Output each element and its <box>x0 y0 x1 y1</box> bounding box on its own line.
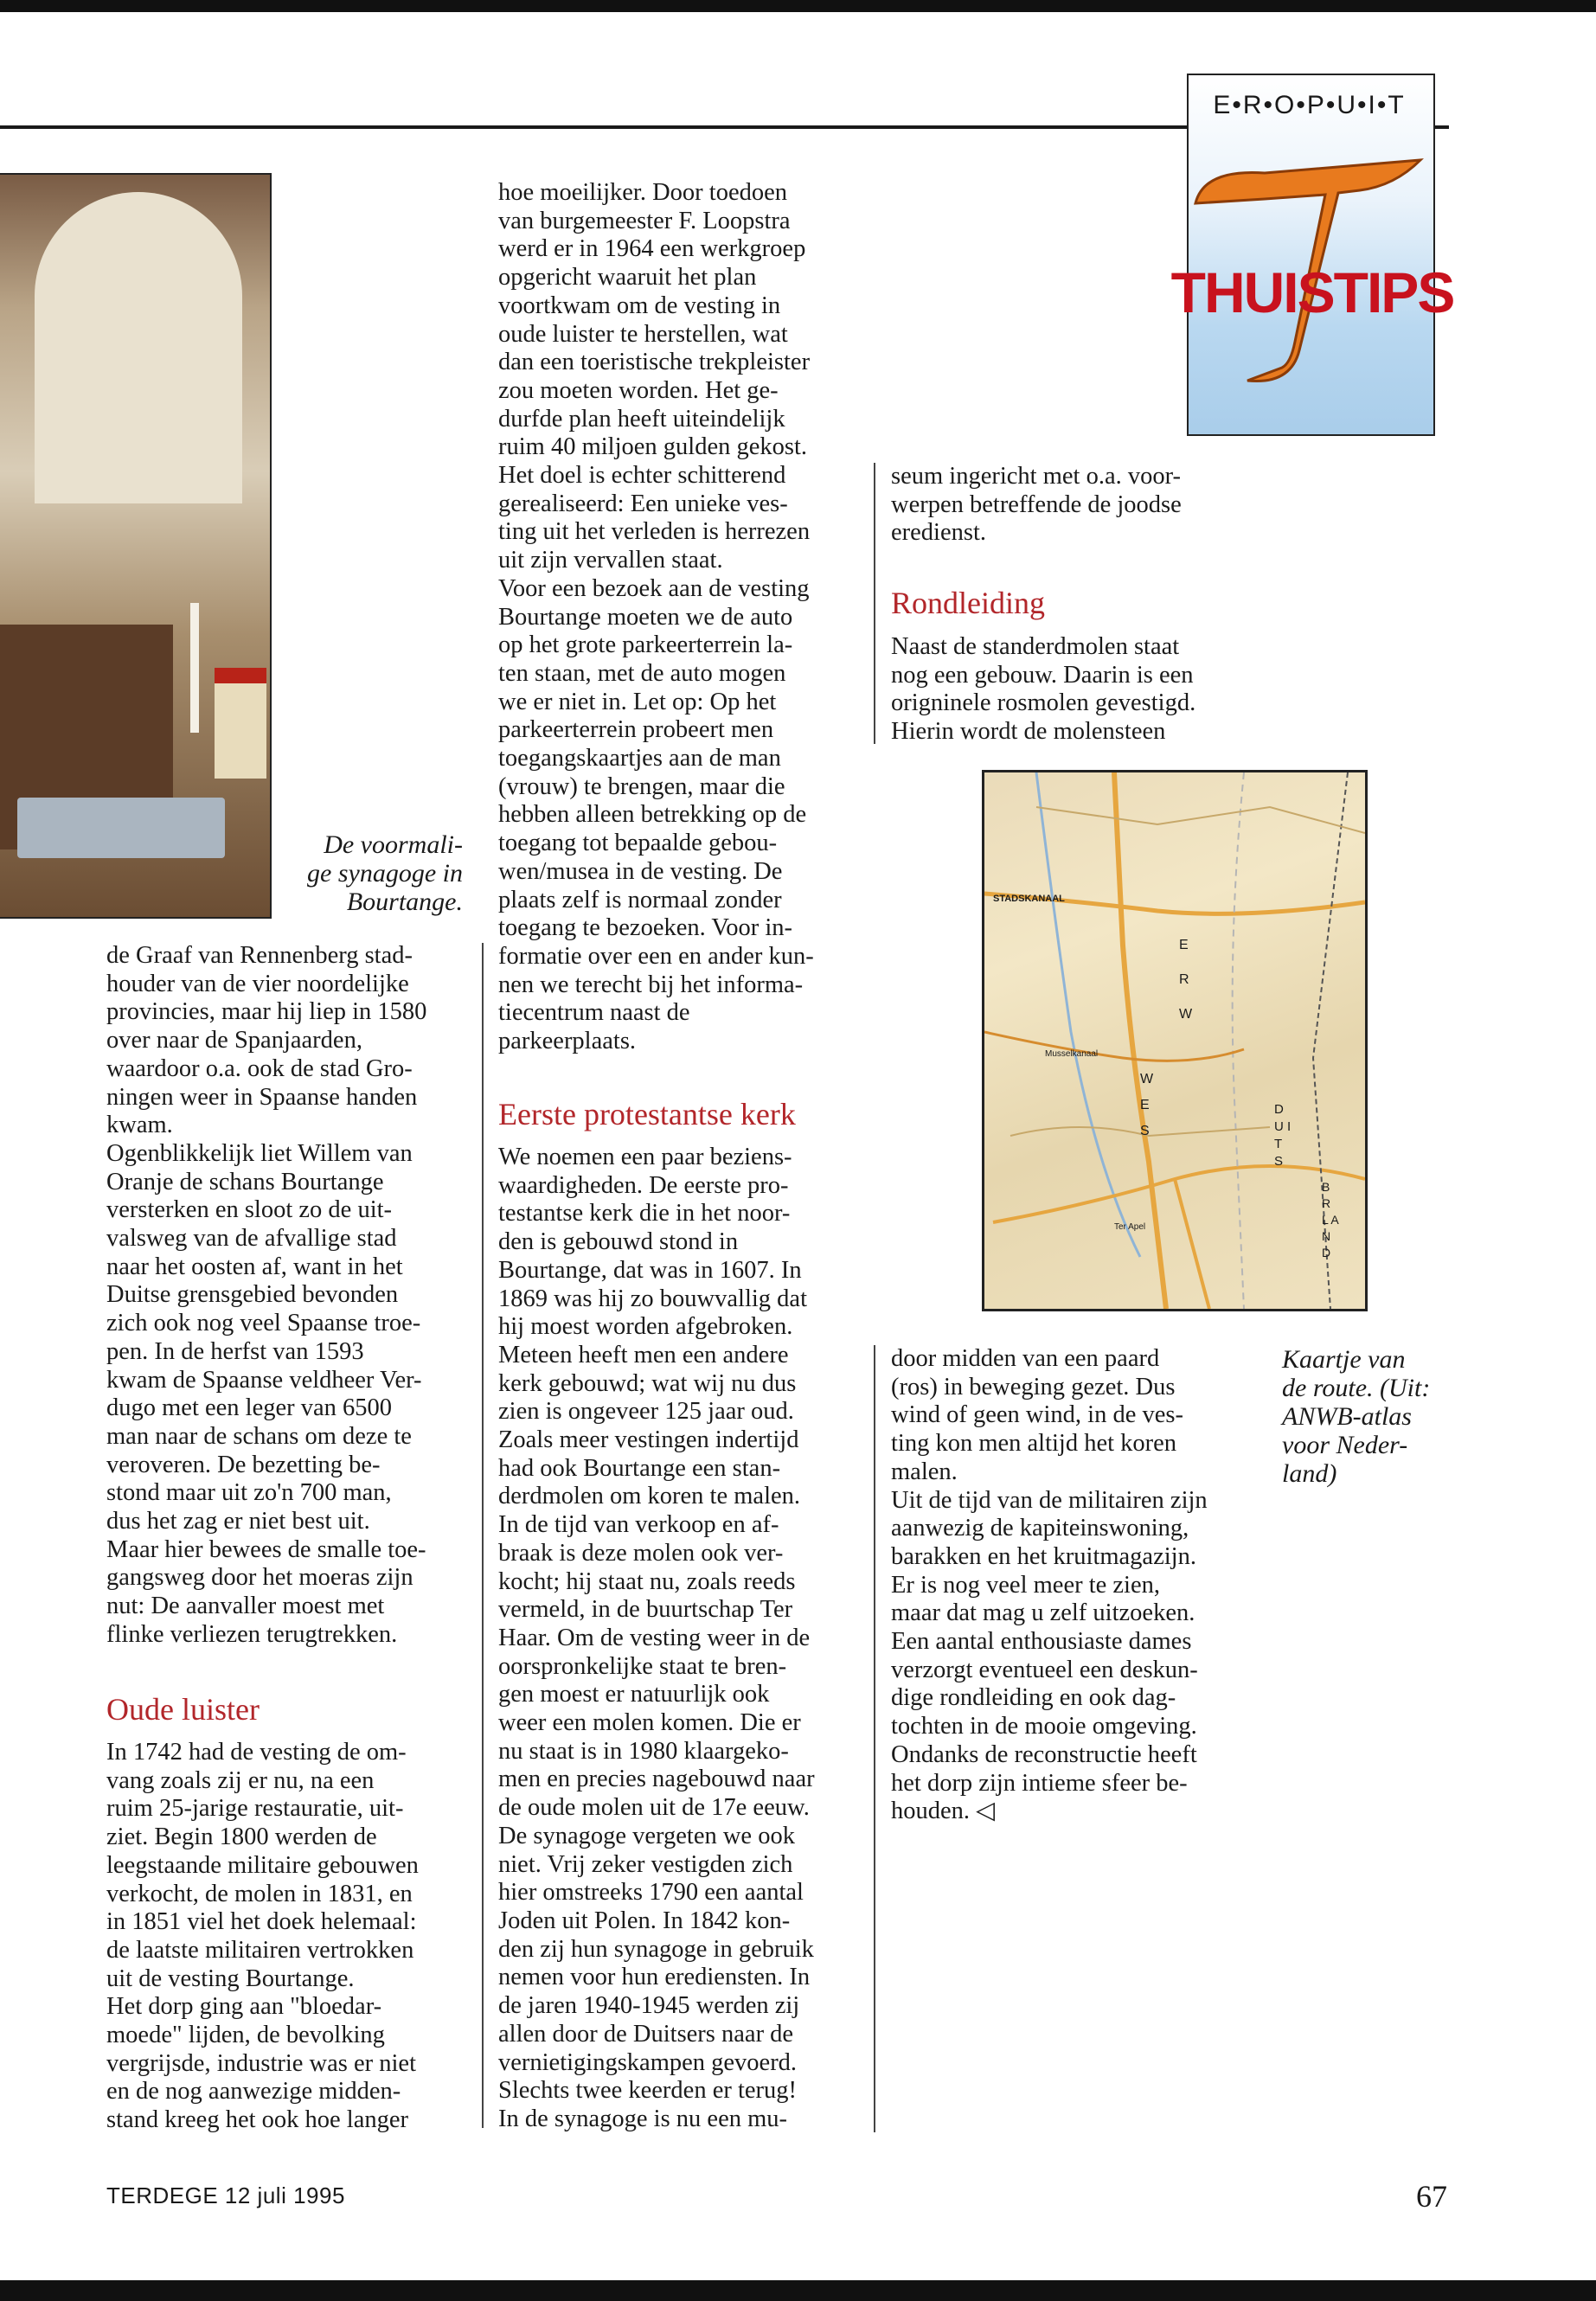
heading-eerste-protestantse-kerk: Eerste protestantse kerk <box>498 1097 796 1131</box>
column-3-text-2: Naast de standerdmolen staat nog een gebouw. Daarin is een origninele rosmolen gevestigd. Hierin wordt de molensteen <box>891 633 1196 746</box>
page-number: 67 <box>1416 2179 1447 2214</box>
map-label-stadskanaal: STADSKANAAL <box>993 894 1065 904</box>
column-3-text: seum ingericht met o.a. voor- werpen betreffende de joodse eredienst. <box>891 463 1182 547</box>
map-label-land: B R L A N D <box>1322 1180 1338 1259</box>
series-label: E•R•O•P•U•I•T <box>1213 91 1406 119</box>
synagogue-photo <box>0 173 272 919</box>
column-divider-2 <box>874 463 875 744</box>
column-3-text-3: door midden van een paard (ros) in beweging gezet. Dus wind of geen wind, in de ves- ting kon men altijd het koren malen. Uit de tijd van de militairen zijn aanwezig de kapiteinswoning, barakken en het kruitmagazijn. Er is nog veel meer te zien, maar dat mag u zelf uitzoeken. Een aantal enthousiaste dames verzorgt eventueel een deskun- dige rondleiding en ook dag- tochten in de mooie omgeving. Ondanks de reconstructie heeft het dorp zijn intieme sfeer be- houden. ◁ <box>891 1345 1208 1825</box>
logo-wordmark: THUISTIPS <box>1170 260 1454 324</box>
map-label-duits: D U I T S <box>1274 1102 1295 1169</box>
map-label-erw: E R W <box>1179 938 1194 1022</box>
map-roads <box>984 772 1365 1309</box>
footer-publication: TERDEGE 12 juli 1995 <box>106 2182 345 2208</box>
bottom-border <box>0 2280 1596 2301</box>
heading-oude-luister: Oude luister <box>106 1692 260 1727</box>
map-caption: Kaartje van de route. (Uit: ANWB-atlas voor Neder- land) <box>1282 1345 1431 1488</box>
column-divider-3 <box>874 1345 875 2132</box>
column-1-text: de Graaf van Rennenberg stad- houder van de vier noordelijke provincies, maar hij liep in 1580 over naar de Spanjaarden, waardoor o.a. ook de stad Gro- ningen weer in Spaanse handen kwam. Ogenblikkelijk liet Willem van Oranje de schans Bourtange versterken en sloot zo de uit- valsweg van de afvallige stad naar het oosten af, want in het Duitse grensgebied bevonden zich ook nog veel Spaanse troe- pen. In de herfst van 1593 kwam de Spaanse veldheer Ver- dugo met een leger van 6500 man naar de schans om deze te veroveren. De bezetting be- stond maar uit zo'n 700 man, dus het zag er niet best uit. Maar hier bewees de smalle toe- gangsweg door het moeras zijn nut: De aanvaller moest met flinke verliezen terugtrekken. <box>106 942 427 1648</box>
map-label-musselkanaal: Musselkanaal <box>1045 1049 1099 1059</box>
route-map <box>982 770 1368 1311</box>
map-label-ter-apel: Ter Apel <box>1114 1222 1146 1232</box>
map-label-wes: W E S <box>1140 1072 1157 1138</box>
column-2-text: hoe moeilijker. Door toedoen van burgemeester F. Loopstra werd er in 1964 een werkgroep opgericht waaruit het plan voortkwam om de vesting in oude luister te herstellen, wat dan een toeristische trekpleister zou moeten worden. Het ge- durfde plan heeft uiteindelijk ruim 40 miljoen gulden gekost. Het doel is echter schitterend gerealiseerd: Een unieke ves- ting uit het verleden is herrezen uit zijn vervallen staat. Voor een bezoek aan de vesting Bourtange moeten we de auto op het grote parkeerterrein la- ten staan, met de auto mogen we er niet in. Let op: Op het parkeerterrein probeert men toegangskaartjes aan de man (vrouw) te brengen, maar die hebben alleen betrekking op de toegang tot bepaalde gebou- wen/musea in de vesting. De plaats zelf is normaal zonder toegang te bezoeken. Voor in- formatie over een en ander kun- nen we terecht bij het informa- tiecentrum naast de parkeerplaats. <box>498 179 814 1055</box>
column-divider-1 <box>482 943 484 2128</box>
column-2-text-2: We noemen een paar beziens- waardigheden. De eerste pro- testantse kerk die in het noor- den is gebouwd stond in Bourtange, dat was in 1607. In 1869 was hij zo bouwvallig dat hij moest worden afgebroken. Meteen heeft men een andere kerk gebouwd; wat wij nu dus zien is ongeveer 125 jaar oud. Zoals meer vestingen indertijd had ook Bourtange een stan- derdmolen om koren te malen. In de tijd van verkoop en af- braak is deze molen ook ver- kocht; hij staat nu, zoals reeds vermeld, in de buurtschap Ter Haar. Om de vesting weer in de oorspronkelijke staat te bren- gen moest er natuurlijk ook weer een molen komen. Die er nu staat is in 1980 klaargeko- men en precies nagebouwd naar de oude molen uit de 17e eeuw. De synagoge vergeten we ook niet. Vrij zeker vestigden zich hier omstreeks 1790 een aantal Joden uit Polen. In 1842 kon- den zij hun synagoge in gebruik nemen voor hun erediensten. In de jaren 1940-1945 werden zij allen door de Duitsers naar de vernietigingskampen gevoerd. Slechts twee keerden er terug! In de synagoge is nu een mu- <box>498 1144 815 2132</box>
column-1-text-2: In 1742 had de vesting de om- vang zoals zij er nu, na een ruim 25-jarige restauratie, uit- ziet. Begin 1800 werden de leegstaande militaire gebouwen verkocht, de molen in 1831, en in 1851 viel het doek helemaal: de laatste militairen vertrokken uit de vesting Bourtange. Het dorp ging aan "bloedar- moede" lijden, de bevolking vergrijsde, industrie was er niet en de nog aanwezige midden- stand kreeg het ook hoe langer <box>106 1739 419 2134</box>
top-border <box>0 0 1596 12</box>
heading-rondleiding: Rondleiding <box>891 586 1045 620</box>
photo-caption: De voormali- ge synagoge in Bourtange. <box>307 830 463 916</box>
